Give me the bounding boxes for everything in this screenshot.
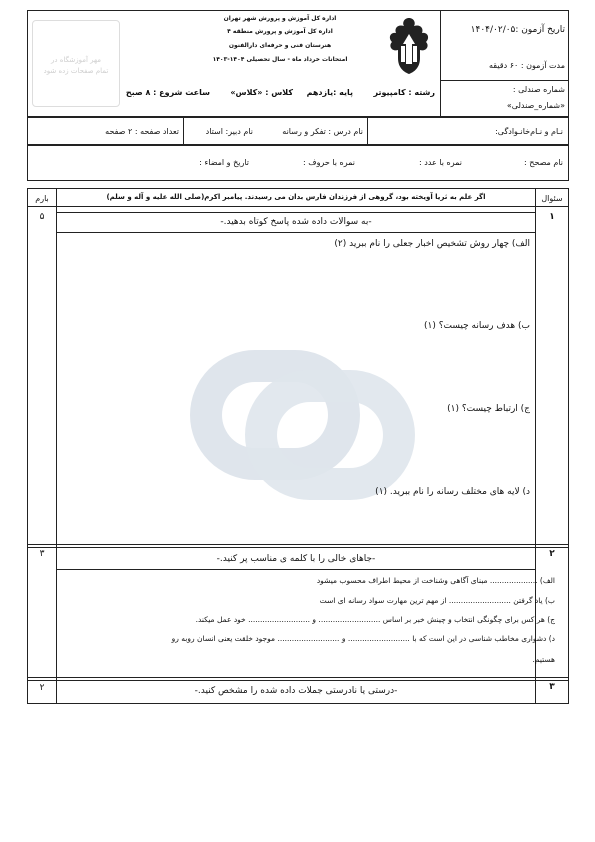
question-2-item-d: د) دشواری مخاطب شناسی در این است که با .......................... و .......................... موجود خلقت یعنی انسان روبه رو xyxy=(171,634,555,643)
org-line-4: امتحانات خرداد ماه - سال تحصیلی ۱۴۰۴-۱۴۰۳ xyxy=(212,56,348,63)
score-number-label: نمره با عدد : xyxy=(419,158,462,167)
grading-row xyxy=(27,145,569,181)
exam-duration: مدت آزمون : ۶۰ دقیقه xyxy=(489,61,565,70)
question-2-title: -جاهای خالی را با کلمه ی مناسب پر کنید.- xyxy=(216,554,376,564)
teacher-name-label: نام دبیر: استاد xyxy=(205,127,253,136)
seat-number-value: «شماره_صندلی» xyxy=(506,101,565,110)
question-3-score: ۲ xyxy=(39,683,45,693)
course-name-label: نام درس : تفکر و رسانه xyxy=(282,127,363,136)
start-time: ساعت شروع : ۸ صبح xyxy=(125,88,210,97)
question-2-item-a: الف) .................... مبنای آگاهی وشناخت از محیط اطراف محسوب میشود xyxy=(316,576,555,585)
org-line-3: هنرستان فنی و حرفه‌ای دارالفنون xyxy=(228,42,332,49)
question-2-number: ۲ xyxy=(549,549,555,559)
question-separator-1 xyxy=(27,544,569,545)
question-1-item-b: ب) هدف رسانه چیست؟ (۱) xyxy=(424,321,530,331)
info-divider-1 xyxy=(367,117,368,145)
field-label: رشته : کامپیوتر xyxy=(373,88,435,97)
question-2-score: ۳ xyxy=(39,549,45,559)
exam-date: تاریخ آزمون :۱۴۰۴/۰۲/۰۵ xyxy=(470,25,565,35)
school-stamp-area xyxy=(32,20,120,107)
grade-label: پایه :یازدهم xyxy=(306,88,353,97)
table-header-line xyxy=(27,206,569,207)
question-1-item-c: ج) ارتباط چیست؟ (۱) xyxy=(447,404,530,414)
stamp-text-2: تمام صفحات زده شود xyxy=(43,67,109,75)
question-separator-2b xyxy=(27,680,569,681)
corrector-name-label: نام مصحح : xyxy=(524,158,563,167)
question-separator-2 xyxy=(27,677,569,678)
org-line-2: اداره کل آموزش و پرورش منطقه ۴ xyxy=(227,28,333,35)
question-1-number: ۱ xyxy=(549,212,555,222)
question-1-item-a: الف) چهار روش تشخیص اخبار جعلی را نام ببرید (۲) xyxy=(334,239,530,249)
score-column-header: بارم xyxy=(35,194,49,203)
info-divider-2 xyxy=(183,117,184,145)
question-2-item-b: ب) یاد گرفتن .......................... از مهم ترین مهارت سواد رسانه ای است xyxy=(319,596,555,605)
student-name-label: نـام و نـام‌خانـوادگی: xyxy=(495,127,563,136)
question-3-title: -درستی یا نادرستی جملات داده شده را مشخص کنید.- xyxy=(194,686,398,696)
question-1-title: -به سوالات داده شده پاسخ کوتاه بدهید.- xyxy=(220,217,372,227)
question-3-number: ۳ xyxy=(549,682,555,692)
org-line-1: اداره کل آموزش و پرورش شهر تهران xyxy=(223,15,337,22)
score-letters-label: نمره با حروف : xyxy=(303,158,355,167)
question-1-item-d: د) لایه های مختلف رسانه را نام ببرید. (۱) xyxy=(375,487,530,497)
questions-table xyxy=(27,188,569,704)
header-divider-row xyxy=(440,80,569,81)
question-column-header: سئوال xyxy=(541,194,563,203)
page-count-label: تعداد صفحه : ۲ صفحه xyxy=(105,127,179,136)
col-line-score xyxy=(56,188,57,704)
question-2-item-c: ج) هر کس برای چگونگی انتخاب و چینش خبر بر اساس .......................... و .......................... خود عمل میکند. xyxy=(195,615,555,624)
class-label: کلاس : «کلاس» xyxy=(230,88,293,97)
date-signature-label: تاریخ و امضاء : xyxy=(199,158,249,167)
hadith-quote: اگر علم به ثریا آویخته بود، گروهی از فرزندان فارس بدان می رسیدند. پیامبر اکرم(صلی الله علیه و آله و سلم) xyxy=(106,193,486,201)
question-2-item-d-cont: هستیم. xyxy=(532,655,555,664)
stamp-text-1: مهر آموزشگاه در xyxy=(50,56,101,64)
header-divider-right xyxy=(440,10,441,117)
seat-number-label: شماره صندلی : xyxy=(512,85,565,94)
question-1-score: ۵ xyxy=(39,212,45,222)
school-emblem-icon xyxy=(384,14,434,78)
col-line-question xyxy=(535,188,536,704)
